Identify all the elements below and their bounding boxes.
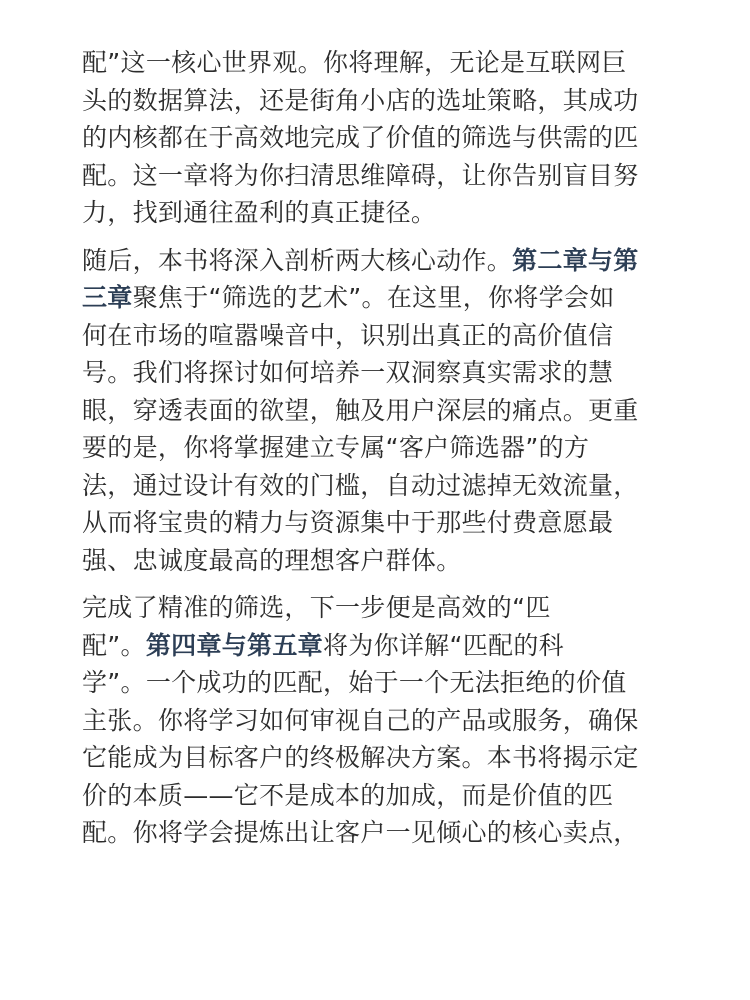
text-line xyxy=(82,392,672,430)
text-run: 完成了精准的筛选，下一步便是高效的“匹 xyxy=(82,593,551,622)
text-line xyxy=(82,467,672,505)
paragraph-3 xyxy=(82,589,672,852)
text-run: 从而将宝贵的精力与资源集中于那些付费意愿最 xyxy=(82,508,614,537)
text-run: 价的本质——它不是成本的加成，而是价值的匹 xyxy=(82,780,614,810)
text-line xyxy=(82,354,672,392)
text-line xyxy=(82,317,672,355)
text-line xyxy=(82,82,672,120)
paragraph-1 xyxy=(82,44,672,232)
text-run: 聚焦于“筛选的艺术”。在这里，你将学会如 xyxy=(132,283,615,312)
text-run: 学”。一个成功的匹配，始于一个无法拒绝的价值 xyxy=(82,668,627,697)
text-line xyxy=(82,157,672,195)
text-line xyxy=(82,777,672,815)
text-run: 配。这一章将为你扫清思维障碍，让你告别盲目努 xyxy=(82,160,639,190)
chapter-reference: 三章 xyxy=(82,283,133,312)
text-line xyxy=(82,242,672,280)
text-run: 配。你将学会提炼出让客户一见倾心的核心卖点， xyxy=(82,818,639,847)
text-run: 强、忠诚度最高的理想客户群体。 xyxy=(82,545,462,575)
text-line xyxy=(82,589,672,627)
text-run: 法，通过设计有效的门槛，自动过滤掉无效流量， xyxy=(82,470,639,500)
text-line xyxy=(82,702,672,740)
text-run: 的内核都在于高效地完成了价值的筛选与供需的匹 xyxy=(82,123,639,152)
text-line xyxy=(82,542,672,580)
text-line xyxy=(82,194,672,232)
paragraph-2 xyxy=(82,242,672,580)
text-line xyxy=(82,739,672,777)
text-line xyxy=(82,119,672,157)
text-run: 头的数据算法，还是街角小店的选址策略，其成功 xyxy=(82,85,639,115)
text-line xyxy=(82,664,672,702)
document-page xyxy=(82,44,672,862)
chapter-reference: 第二章与第 xyxy=(512,245,639,275)
text-run: 配”。 xyxy=(82,630,146,660)
text-run: 眼，穿透表面的欲望，触及用户深层的痛点。更重 xyxy=(82,395,639,425)
chapter-reference: 第四章与第五章 xyxy=(145,630,323,660)
text-line xyxy=(82,814,672,852)
text-run: 它能成为目标客户的终极解决方案。本书将揭示定 xyxy=(82,743,639,772)
text-run: 要的是，你将掌握建立专属“客户筛选器”的方 xyxy=(82,433,590,462)
text-line xyxy=(82,504,672,542)
text-line xyxy=(82,429,672,467)
text-run: 将为你详解“匹配的科 xyxy=(322,630,564,660)
text-run: 配”这一核心世界观。你将理解，无论是互联网巨 xyxy=(82,48,627,77)
text-run: 何在市场的喧嚣噪音中，识别出真正的高价值信 xyxy=(82,320,614,350)
text-line xyxy=(82,279,672,317)
text-line xyxy=(82,44,672,82)
text-run: 随后，本书将深入剖析两大核心动作。 xyxy=(82,245,513,275)
text-line xyxy=(82,627,672,665)
text-run: 号。我们将探讨如何培养一双洞察真实需求的慧 xyxy=(82,358,614,387)
text-run: 主张。你将学习如何审视自己的产品或服务，确保 xyxy=(82,705,639,735)
text-run: 力，找到通往盈利的真正捷径。 xyxy=(82,198,437,227)
